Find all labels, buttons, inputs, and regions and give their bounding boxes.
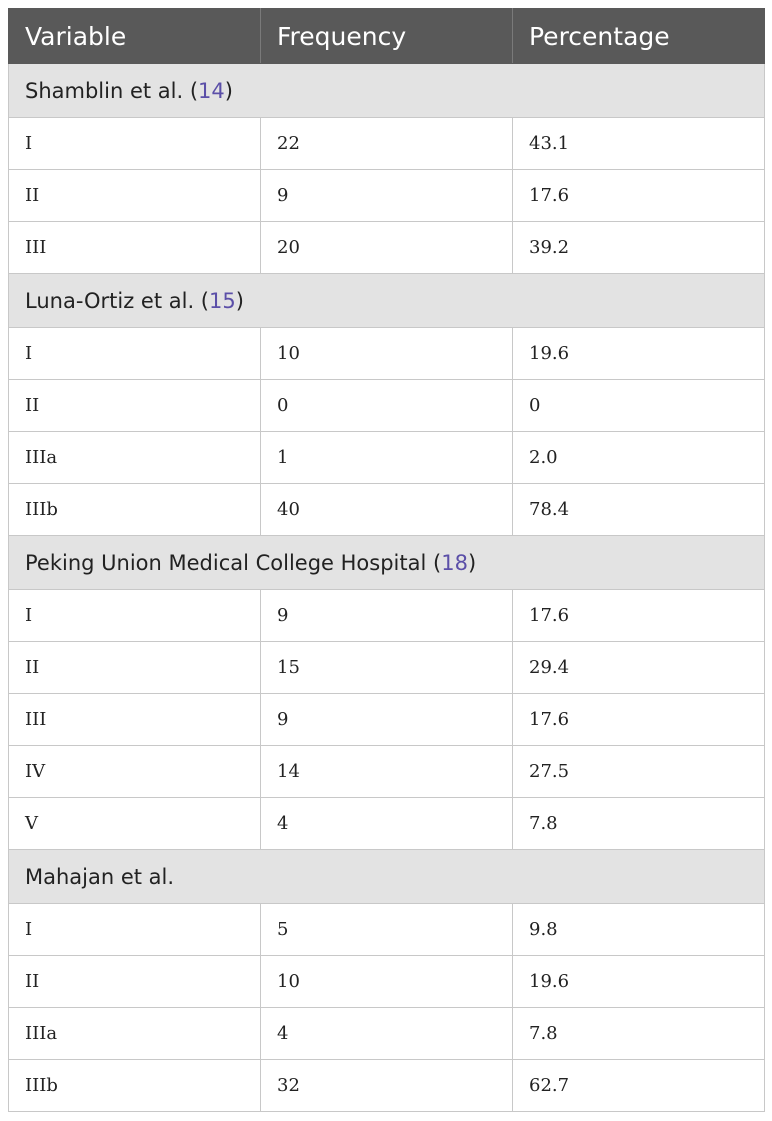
table-row [9, 642, 765, 694]
table-row [9, 380, 765, 432]
table-row [9, 432, 765, 484]
table-body [9, 64, 765, 1112]
cell-percentage: 19.6 [513, 328, 765, 380]
header-variable: Variable [9, 9, 261, 64]
reference-link[interactable]: 14 [198, 78, 225, 103]
group-row-shamblin [9, 64, 765, 118]
header-percentage: Percentage [513, 9, 765, 64]
group-title-text: Shamblin et al. ( [25, 78, 199, 103]
cell-variable: IIIa [9, 1008, 261, 1060]
cell-variable: II [9, 170, 261, 222]
cell-variable: IV [9, 746, 261, 798]
table-row [9, 328, 765, 380]
cell-variable: V [9, 798, 261, 850]
cell-percentage: 17.6 [513, 590, 765, 642]
cell-percentage: 0 [513, 380, 765, 432]
table-header [9, 9, 765, 64]
cell-percentage: 17.6 [513, 694, 765, 746]
group-title-text: Luna-Ortiz et al. ( [25, 288, 209, 313]
cell-percentage: 43.1 [513, 118, 765, 170]
cell-variable: II [9, 642, 261, 694]
cell-variable: IIIa [9, 432, 261, 484]
table-row [9, 694, 765, 746]
cell-variable: I [9, 590, 261, 642]
table-row [9, 798, 765, 850]
cell-frequency: 5 [261, 904, 513, 956]
group-title-close: ) [467, 550, 477, 575]
cell-percentage: 19.6 [513, 956, 765, 1008]
reference-link[interactable]: 18 [441, 550, 468, 575]
group-row-mahajan [9, 850, 765, 904]
cell-frequency: 40 [261, 484, 513, 536]
classification-table [8, 8, 765, 1112]
cell-variable: I [9, 118, 261, 170]
table-row [9, 170, 765, 222]
cell-frequency: 10 [261, 956, 513, 1008]
header-frequency: Frequency [261, 9, 513, 64]
table-row [9, 590, 765, 642]
cell-percentage: 2.0 [513, 432, 765, 484]
cell-variable: II [9, 956, 261, 1008]
cell-frequency: 20 [261, 222, 513, 274]
table-row [9, 484, 765, 536]
cell-percentage: 39.2 [513, 222, 765, 274]
group-title [9, 274, 765, 328]
cell-percentage: 62.7 [513, 1060, 765, 1112]
cell-percentage: 29.4 [513, 642, 765, 694]
cell-frequency: 0 [261, 380, 513, 432]
cell-frequency: 1 [261, 432, 513, 484]
cell-frequency: 32 [261, 1060, 513, 1112]
group-title [9, 850, 765, 904]
cell-frequency: 9 [261, 170, 513, 222]
cell-percentage: 78.4 [513, 484, 765, 536]
table-row [9, 1060, 765, 1112]
group-row-peking-union [9, 536, 765, 590]
group-title-text: Peking Union Medical College Hospital ( [25, 550, 442, 575]
cell-percentage: 17.6 [513, 170, 765, 222]
cell-variable: IIIb [9, 1060, 261, 1112]
table-row [9, 956, 765, 1008]
cell-variable: I [9, 904, 261, 956]
group-title [9, 536, 765, 590]
cell-percentage: 9.8 [513, 904, 765, 956]
table-row [9, 746, 765, 798]
cell-variable: III [9, 694, 261, 746]
cell-percentage: 7.8 [513, 798, 765, 850]
cell-variable: III [9, 222, 261, 274]
group-title-text: Mahajan et al. [25, 864, 175, 889]
group-row-luna-ortiz [9, 274, 765, 328]
cell-frequency: 9 [261, 590, 513, 642]
cell-frequency: 14 [261, 746, 513, 798]
group-title-close: ) [235, 288, 244, 313]
cell-frequency: 9 [261, 694, 513, 746]
reference-link[interactable]: 15 [209, 288, 236, 313]
group-title-close: ) [224, 78, 233, 103]
cell-variable: II [9, 380, 261, 432]
group-title [9, 64, 765, 118]
table-row [9, 118, 765, 170]
table-row [9, 222, 765, 274]
cell-frequency: 22 [261, 118, 513, 170]
cell-frequency: 4 [261, 1008, 513, 1060]
cell-variable: IIIb [9, 484, 261, 536]
cell-frequency: 15 [261, 642, 513, 694]
header-row [9, 9, 765, 64]
cell-frequency: 4 [261, 798, 513, 850]
cell-variable: I [9, 328, 261, 380]
table-row [9, 1008, 765, 1060]
cell-percentage: 27.5 [513, 746, 765, 798]
cell-percentage: 7.8 [513, 1008, 765, 1060]
cell-frequency: 10 [261, 328, 513, 380]
table-row [9, 904, 765, 956]
data-table-container [8, 8, 764, 1112]
